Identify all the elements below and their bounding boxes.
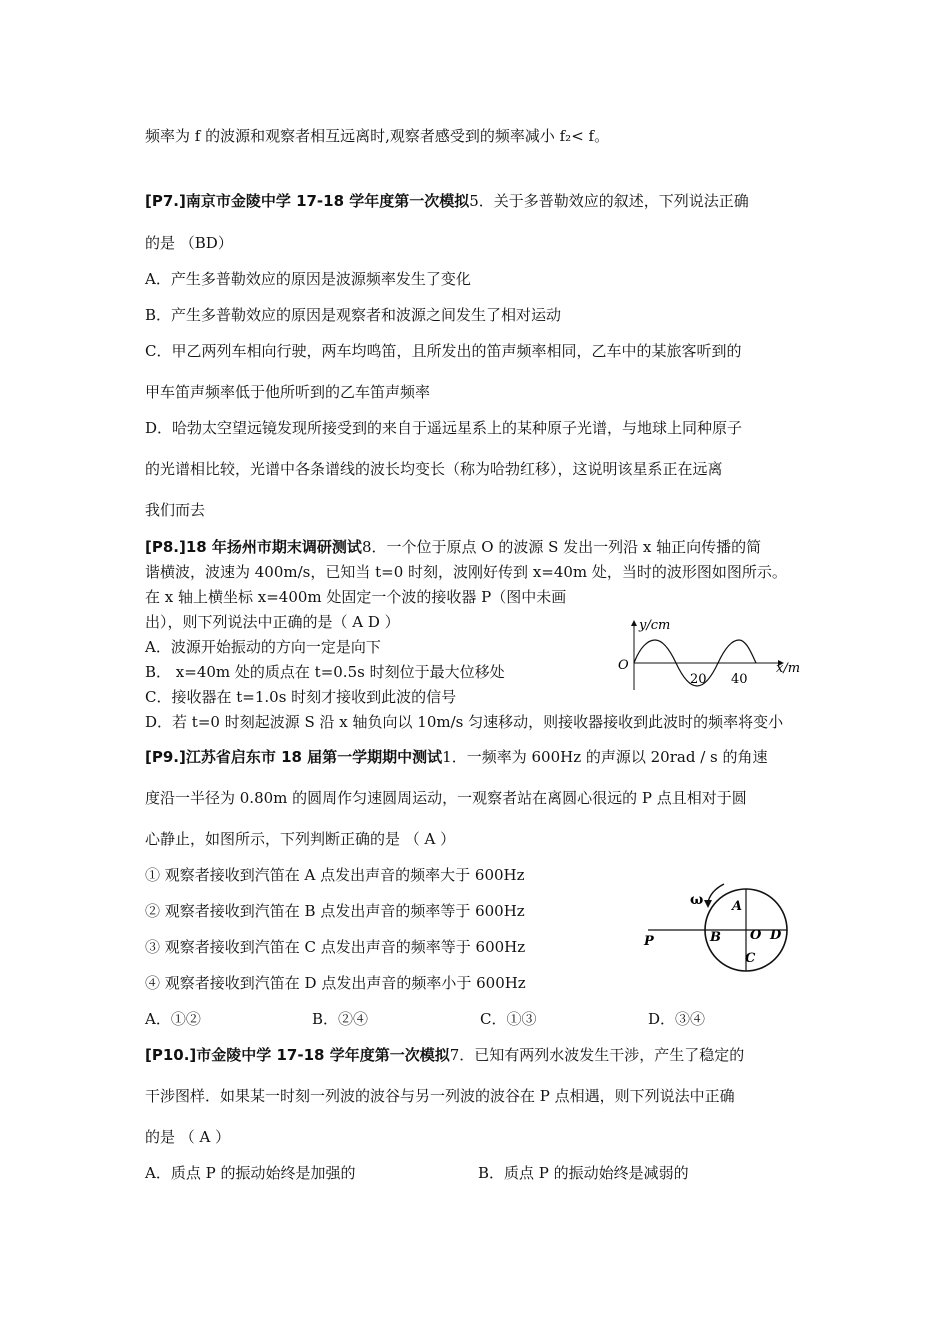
p9-option-4: ④ 观察者接收到汽笛在 D 点发出声音的频率小于 600Hz bbox=[145, 974, 526, 992]
p7-stem-line-1 bbox=[145, 191, 749, 211]
p8-origin-label: O bbox=[618, 658, 629, 673]
p8-source: [P8.]18 年扬州市期末调研测试 bbox=[145, 538, 362, 556]
p8-stem-line-1 bbox=[145, 537, 761, 557]
p8-wave-figure bbox=[610, 612, 810, 690]
p7-stem-2: 的是 （BD） bbox=[145, 234, 233, 252]
p9-choice-c: C．①③ bbox=[480, 1010, 537, 1028]
p10-stem-line-1 bbox=[145, 1045, 744, 1065]
p8-stem-4: 出），则下列说法中正确的是（ A D ） bbox=[145, 613, 400, 631]
p10-source: [P10.]市金陵中学 17-18 学年度第一次模拟 bbox=[145, 1046, 450, 1064]
p9-choice-b: B．②④ bbox=[312, 1010, 369, 1028]
intro-line: 频率为 f 的波源和观察者相互远离时,观察者感受到的频率减小 f₂< f。 bbox=[145, 127, 610, 145]
p10-option-b: B．质点 P 的振动始终是减弱的 bbox=[478, 1164, 689, 1182]
p7-option-c-2: 甲车笛声频率低于他所听到的乙车笛声频率 bbox=[145, 383, 431, 401]
p8-y-axis-arrow bbox=[631, 620, 637, 626]
p9-stem-3: 心静止，如图所示，下列判断正确的是 （ A ） bbox=[145, 830, 456, 848]
p8-option-a: A．波源开始振动的方向一定是向下 bbox=[145, 638, 381, 656]
p8-option-d: D．若 t=0 时刻起波源 S 沿 x 轴负向以 10m/s 匀速移动，则接收器接收到此波时的频率将变小 bbox=[145, 713, 784, 731]
p9-stem-2: 度沿一半径为 0.80m 的圆周作匀速圆周运动，一观察者站在离圆心很远的 P 点且相对于圆 bbox=[145, 789, 747, 807]
p9-label-b: B bbox=[710, 930, 721, 945]
p9-option-1: ① 观察者接收到汽笛在 A 点发出声音的频率大于 600Hz bbox=[145, 866, 525, 884]
p9-option-3: ③ 观察者接收到汽笛在 C 点发出声音的频率等于 600Hz bbox=[145, 938, 526, 956]
p7-stem-1: 5．关于多普勒效应的叙述，下列说法正确 bbox=[469, 192, 749, 210]
p9-choice-d: D．③④ bbox=[648, 1010, 706, 1028]
p9-label-a: A bbox=[732, 899, 743, 914]
p9-label-p: P bbox=[644, 934, 654, 949]
p9-stem-line-1 bbox=[145, 747, 768, 767]
p9-option-2: ② 观察者接收到汽笛在 B 点发出声音的频率等于 600Hz bbox=[145, 902, 525, 920]
p10-stem-2: 干涉图样．如果某一时刻一列波的波谷与另一列波的波谷在 P 点相遇，则下列说法中正确 bbox=[145, 1087, 735, 1105]
p9-rotation-arrowhead bbox=[704, 900, 712, 908]
p10-stem-1: 7．已知有两列水波发生干涉，产生了稳定的 bbox=[449, 1046, 745, 1064]
p7-option-d-2: 的光谱相比较，光谱中各条谱线的波长均变长（称为哈勃红移），这说明该星系正在远离 bbox=[145, 460, 723, 478]
p7-option-b: B．产生多普勒效应的原因是观察者和波源之间发生了相对运动 bbox=[145, 306, 562, 324]
p7-option-a: A．产生多普勒效应的原因是波源频率发生了变化 bbox=[145, 270, 471, 288]
p8-stem-3: 在 x 轴上横坐标 x=400m 处固定一个波的接收器 P（图中未画 bbox=[145, 588, 567, 606]
p8-stem-2: 谐横波，波速为 400m/s，已知当 t=0 时刻，波刚好传到 x=40m 处，当时的波形图如图所示。 bbox=[145, 563, 787, 581]
p8-x-label: x/m bbox=[776, 661, 801, 676]
p8-tick-40: 40 bbox=[731, 672, 748, 687]
p7-option-d-1: D．哈勃太空望远镜发现所接受到的来自于遥远星系上的某种原子光谱，与地球上同种原子 bbox=[145, 419, 743, 437]
p8-stem-1: 8．一个位于原点 O 的波源 S 发出一列沿 x 轴正向传播的简 bbox=[361, 538, 762, 556]
p9-label-o: O bbox=[750, 928, 762, 943]
p9-choice-a: A．①② bbox=[145, 1010, 201, 1028]
p10-stem-3: 的是 （ A ） bbox=[145, 1128, 231, 1146]
p9-omega-label: ω bbox=[690, 892, 704, 908]
p8-y-label: y/cm bbox=[639, 618, 671, 633]
p7-option-d-3: 我们而去 bbox=[145, 501, 206, 519]
p9-label-c: C bbox=[745, 951, 756, 966]
p8-tick-20: 20 bbox=[690, 672, 707, 687]
p10-option-a: A．质点 P 的振动始终是加强的 bbox=[145, 1164, 356, 1182]
p7-option-c-1: C．甲乙两列车相向行驶，两车均鸣笛，且所发出的笛声频率相同，乙车中的某旅客听到的 bbox=[145, 342, 742, 360]
p8-option-c: C．接收器在 t=1.0s 时刻才接收到此波的信号 bbox=[145, 688, 457, 706]
p9-rotation-arrow bbox=[708, 884, 724, 902]
p9-label-d: D bbox=[770, 928, 782, 943]
p9-circle-figure bbox=[636, 876, 802, 980]
p8-option-b: B． x=40m 处的质点在 t=0.5s 时刻位于最大位移处 bbox=[145, 663, 505, 681]
p9-source: [P9.]江苏省启东市 18 届第一学期期中测试 bbox=[145, 748, 443, 766]
p7-source: [P7.]南京市金陵中学 17-18 学年度第一次模拟 bbox=[145, 192, 470, 210]
p9-stem-1: 1．一频率为 600Hz 的声源以 20rad / s 的角速 bbox=[442, 748, 768, 766]
